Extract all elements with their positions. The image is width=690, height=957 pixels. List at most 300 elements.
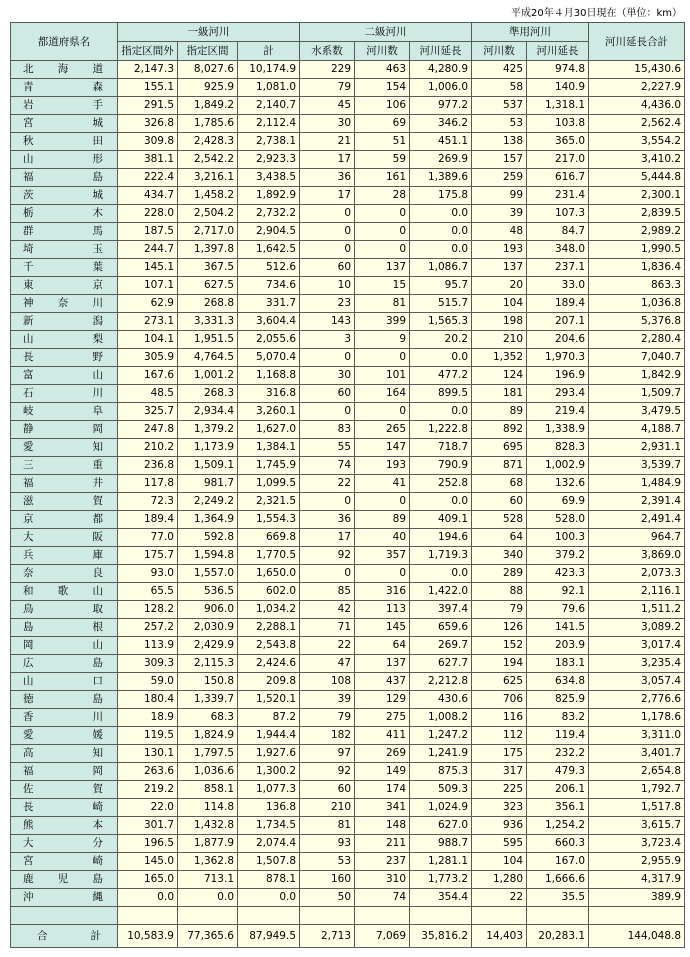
- table-cell: 10,174.9: [238, 61, 300, 79]
- table-cell: 1,081.0: [238, 79, 300, 97]
- prefecture-name: 山梨: [11, 331, 118, 349]
- table-cell: 65.5: [118, 583, 178, 601]
- prefecture-name: 島根: [11, 619, 118, 637]
- table-row: [11, 547, 685, 565]
- table-cell: 99: [472, 187, 527, 205]
- table-cell: 1,770.5: [238, 547, 300, 565]
- river-length-table: [10, 22, 685, 948]
- table-cell: 2,904.5: [238, 223, 300, 241]
- table-row: [11, 529, 685, 547]
- table-row: [11, 385, 685, 403]
- table-cell: 2,934.4: [178, 403, 238, 421]
- table-cell: 411: [355, 727, 410, 745]
- table-cell: 348.0: [527, 241, 589, 259]
- table-cell: 222.4: [118, 169, 178, 187]
- table-row: [11, 583, 685, 601]
- table-cell: 1,792.7: [589, 781, 685, 799]
- table-cell: 1,422.0: [410, 583, 472, 601]
- table-cell: 2,428.3: [178, 133, 238, 151]
- table-cell: 20: [472, 277, 527, 295]
- prefecture-name: 長崎: [11, 799, 118, 817]
- prefecture-name: 奈良: [11, 565, 118, 583]
- table-cell: 210.2: [118, 439, 178, 457]
- table-cell: 1,509.7: [589, 385, 685, 403]
- table-cell: 1,554.3: [238, 511, 300, 529]
- table-cell: 627.0: [410, 817, 472, 835]
- table-cell: 2,249.2: [178, 493, 238, 511]
- table-cell: 1,642.5: [238, 241, 300, 259]
- table-cell: 175.7: [118, 547, 178, 565]
- table-cell: 2,055.6: [238, 331, 300, 349]
- table-cell: 695: [472, 439, 527, 457]
- table-cell: 167.0: [527, 853, 589, 871]
- table-cell: 180.4: [118, 691, 178, 709]
- table-cell: 269.7: [410, 637, 472, 655]
- table-cell: 1,300.2: [238, 763, 300, 781]
- table-cell: 878.1: [238, 871, 300, 889]
- table-cell: 0: [355, 403, 410, 421]
- prefecture-name: 神奈川: [11, 295, 118, 313]
- blank-row: [11, 907, 685, 925]
- table-cell: 71: [300, 619, 355, 637]
- prefecture-name: 群馬: [11, 223, 118, 241]
- table-cell: 211: [355, 835, 410, 853]
- table-cell: 0: [355, 493, 410, 511]
- prefecture-name: 秋田: [11, 133, 118, 151]
- table-cell: 130.1: [118, 745, 178, 763]
- table-cell: 167.6: [118, 367, 178, 385]
- table-cell: 1,557.0: [178, 565, 238, 583]
- table-cell: 367.5: [178, 259, 238, 277]
- table-cell: 2,140.7: [238, 97, 300, 115]
- table-cell: [527, 907, 589, 925]
- table-cell: 92.1: [527, 583, 589, 601]
- table-cell: 0: [355, 349, 410, 367]
- table-cell: 451.1: [410, 133, 472, 151]
- table-cell: 145.1: [118, 259, 178, 277]
- table-cell: 1,650.0: [238, 565, 300, 583]
- prefecture-name: 北海道: [11, 61, 118, 79]
- table-cell: 863.3: [589, 277, 685, 295]
- table-cell: 3,869.0: [589, 547, 685, 565]
- table-cell: 119.5: [118, 727, 178, 745]
- table-cell: 30: [300, 367, 355, 385]
- table-cell: 1,892.9: [238, 187, 300, 205]
- table-cell: 64: [355, 637, 410, 655]
- prefecture-name: 京都: [11, 511, 118, 529]
- table-cell: 0: [300, 493, 355, 511]
- prefecture-name: 富山: [11, 367, 118, 385]
- table-cell: 21: [300, 133, 355, 151]
- table-cell: 87.2: [238, 709, 300, 727]
- prefecture-name: 岡山: [11, 637, 118, 655]
- table-cell: 112: [472, 727, 527, 745]
- table-cell: 354.4: [410, 889, 472, 907]
- table-cell: 116: [472, 709, 527, 727]
- table-cell: 1,178.6: [589, 709, 685, 727]
- table-cell: 317: [472, 763, 527, 781]
- table-cell: 616.7: [527, 169, 589, 187]
- table-cell: 974.8: [527, 61, 589, 79]
- table-cell: 154: [355, 79, 410, 97]
- table-cell: 718.7: [410, 439, 472, 457]
- table-cell: 1,824.9: [178, 727, 238, 745]
- table-cell: 257.2: [118, 619, 178, 637]
- table-cell: 1,773.2: [410, 871, 472, 889]
- prefecture-name: 長野: [11, 349, 118, 367]
- table-cell: [118, 907, 178, 925]
- table-cell: 3,479.5: [589, 403, 685, 421]
- table-cell: 790.9: [410, 457, 472, 475]
- table-cell: 925.9: [178, 79, 238, 97]
- table-cell: 33.0: [527, 277, 589, 295]
- table-cell: 104: [472, 295, 527, 313]
- prefecture-name: 新潟: [11, 313, 118, 331]
- table-cell: 399: [355, 313, 410, 331]
- table-cell: 152: [472, 637, 527, 655]
- prefecture-name: 沖縄: [11, 889, 118, 907]
- table-row: [11, 817, 685, 835]
- table-row: [11, 691, 685, 709]
- table-cell: 331.7: [238, 295, 300, 313]
- table-cell: 3,331.3: [178, 313, 238, 331]
- table-cell: 437: [355, 673, 410, 691]
- prefecture-name: 愛知: [11, 439, 118, 457]
- table-cell: 4,280.9: [410, 61, 472, 79]
- table-cell: 117.8: [118, 475, 178, 493]
- table-row: [11, 673, 685, 691]
- table-cell: 1,036.6: [178, 763, 238, 781]
- table-cell: 1,745.9: [238, 457, 300, 475]
- table-cell: 189.4: [527, 295, 589, 313]
- table-cell: 409.1: [410, 511, 472, 529]
- prefecture-name: 栃木: [11, 205, 118, 223]
- table-cell: 1,849.2: [178, 97, 238, 115]
- table-cell: 237: [355, 853, 410, 871]
- table-cell: 145: [355, 619, 410, 637]
- table-cell: 1,511.2: [589, 601, 685, 619]
- table-row: [11, 619, 685, 637]
- table-cell: 92: [300, 763, 355, 781]
- prefecture-name: 鳥取: [11, 601, 118, 619]
- table-cell: 2,280.4: [589, 331, 685, 349]
- table-cell: 309.8: [118, 133, 178, 151]
- table-row: [11, 115, 685, 133]
- table-cell: 379.2: [527, 547, 589, 565]
- table-cell: 310: [355, 871, 410, 889]
- table-cell: 389.9: [589, 889, 685, 907]
- table-cell: 79.6: [527, 601, 589, 619]
- table-cell: 18.9: [118, 709, 178, 727]
- table-cell: 2,931.1: [589, 439, 685, 457]
- table-cell: 137: [355, 259, 410, 277]
- river-length-report: [10, 6, 684, 948]
- prefecture-name: 大分: [11, 835, 118, 853]
- table-cell: [355, 907, 410, 925]
- table-cell: 77,365.6: [178, 925, 238, 948]
- table-cell: 228.0: [118, 205, 178, 223]
- table-cell: 1,168.8: [238, 367, 300, 385]
- table-cell: 595: [472, 835, 527, 853]
- table-cell: 36: [300, 511, 355, 529]
- table-cell: 1,397.8: [178, 241, 238, 259]
- prefecture-name: 鹿児島: [11, 871, 118, 889]
- table-cell: 3,539.7: [589, 457, 685, 475]
- prefecture-name: 山口: [11, 673, 118, 691]
- table-row: [11, 151, 685, 169]
- table-cell: 2,654.8: [589, 763, 685, 781]
- table-row: [11, 493, 685, 511]
- table-cell: 10,583.9: [118, 925, 178, 948]
- table-row: [11, 889, 685, 907]
- table-cell: 828.3: [527, 439, 589, 457]
- prefecture-name: 福島: [11, 169, 118, 187]
- table-cell: 1,384.1: [238, 439, 300, 457]
- table-cell: 1,362.8: [178, 853, 238, 871]
- table-cell: 164: [355, 385, 410, 403]
- table-cell: 3: [300, 331, 355, 349]
- table-cell: 155.1: [118, 79, 178, 97]
- table-cell: 150.8: [178, 673, 238, 691]
- table-cell: 174: [355, 781, 410, 799]
- table-row: [11, 637, 685, 655]
- table-cell: [472, 907, 527, 925]
- table-cell: 537: [472, 97, 527, 115]
- table-cell: 326.8: [118, 115, 178, 133]
- table-cell: 706: [472, 691, 527, 709]
- table-cell: 60: [300, 259, 355, 277]
- table-cell: 259: [472, 169, 527, 187]
- table-cell: 713.1: [178, 871, 238, 889]
- table-cell: 74: [300, 457, 355, 475]
- prefecture-name: 三重: [11, 457, 118, 475]
- prefecture-name: 佐賀: [11, 781, 118, 799]
- table-cell: 145.0: [118, 853, 178, 871]
- table-cell: 7,069: [355, 925, 410, 948]
- table-row: [11, 97, 685, 115]
- table-cell: 1,001.2: [178, 367, 238, 385]
- table-cell: 2,300.1: [589, 187, 685, 205]
- class1-header: 一級河川: [118, 23, 300, 42]
- table-cell: 89: [355, 511, 410, 529]
- prefecture-name: 兵庫: [11, 547, 118, 565]
- prefecture-name: 宮崎: [11, 853, 118, 871]
- table-cell: 140.9: [527, 79, 589, 97]
- table-cell: 1,034.2: [238, 601, 300, 619]
- table-cell: 269: [355, 745, 410, 763]
- table-cell: 2,391.4: [589, 493, 685, 511]
- table-cell: 1,927.6: [238, 745, 300, 763]
- table-cell: 1,944.4: [238, 727, 300, 745]
- table-cell: 2,074.4: [238, 835, 300, 853]
- table-cell: 1,086.7: [410, 259, 472, 277]
- quasi-length-header: 河川延長: [527, 42, 589, 61]
- table-cell: 1,389.6: [410, 169, 472, 187]
- table-cell: 59.0: [118, 673, 178, 691]
- table-cell: 193: [472, 241, 527, 259]
- table-cell: 341: [355, 799, 410, 817]
- table-cell: 53: [472, 115, 527, 133]
- table-cell: 1,247.2: [410, 727, 472, 745]
- table-cell: 59: [355, 151, 410, 169]
- table-cell: 825.9: [527, 691, 589, 709]
- table-cell: 0.0: [410, 565, 472, 583]
- table-row: [11, 745, 685, 763]
- table-cell: 1,666.6: [527, 871, 589, 889]
- table-cell: 1,565.3: [410, 313, 472, 331]
- table-cell: 977.2: [410, 97, 472, 115]
- table-cell: 8,027.6: [178, 61, 238, 79]
- table-cell: 95.7: [410, 277, 472, 295]
- table-cell: 9: [355, 331, 410, 349]
- table-cell: 381.1: [118, 151, 178, 169]
- table-cell: 106: [355, 97, 410, 115]
- table-cell: 68: [472, 475, 527, 493]
- table-cell: 108: [300, 673, 355, 691]
- table-cell: 39: [300, 691, 355, 709]
- table-cell: 1,241.9: [410, 745, 472, 763]
- prefecture-name: 山形: [11, 151, 118, 169]
- table-cell: 2,321.5: [238, 493, 300, 511]
- table-row: [11, 511, 685, 529]
- table-row: [11, 295, 685, 313]
- table-cell: 301.7: [118, 817, 178, 835]
- table-cell: 198: [472, 313, 527, 331]
- table-cell: 50: [300, 889, 355, 907]
- class2-header: 二級河川: [300, 23, 472, 42]
- table-cell: 165.0: [118, 871, 178, 889]
- table-cell: 430.6: [410, 691, 472, 709]
- table-cell: [238, 907, 300, 925]
- table-cell: 0: [300, 241, 355, 259]
- table-cell: 144,048.8: [589, 925, 685, 948]
- table-cell: 85: [300, 583, 355, 601]
- table-cell: 2,562.4: [589, 115, 685, 133]
- table-cell: 196.9: [527, 367, 589, 385]
- table-cell: 627.5: [178, 277, 238, 295]
- table-cell: 477.2: [410, 367, 472, 385]
- table-cell: 425: [472, 61, 527, 79]
- table-cell: 119.4: [527, 727, 589, 745]
- table-cell: 1,484.9: [589, 475, 685, 493]
- table-cell: 1,507.8: [238, 853, 300, 871]
- table-cell: 93: [300, 835, 355, 853]
- table-cell: 356.1: [527, 799, 589, 817]
- table-cell: 3,615.7: [589, 817, 685, 835]
- prefecture-name: 高知: [11, 745, 118, 763]
- table-cell: 129: [355, 691, 410, 709]
- table-cell: 2,212.8: [410, 673, 472, 691]
- table-cell: 23: [300, 295, 355, 313]
- table-cell: 107.1: [118, 277, 178, 295]
- table-cell: 225: [472, 781, 527, 799]
- table-cell: 2,288.1: [238, 619, 300, 637]
- table-cell: 2,776.6: [589, 691, 685, 709]
- table-cell: 2,147.3: [118, 61, 178, 79]
- table-cell: 3,235.4: [589, 655, 685, 673]
- table-cell: 126: [472, 619, 527, 637]
- table-cell: 2,112.4: [238, 115, 300, 133]
- table-cell: 103.8: [527, 115, 589, 133]
- table-cell: 206.1: [527, 781, 589, 799]
- table-cell: 634.8: [527, 673, 589, 691]
- table-cell: 1,842.9: [589, 367, 685, 385]
- table-cell: 2,989.2: [589, 223, 685, 241]
- table-cell: 273.1: [118, 313, 178, 331]
- table-cell: 62.9: [118, 295, 178, 313]
- table-cell: 5,376.8: [589, 313, 685, 331]
- table-cell: 204.6: [527, 331, 589, 349]
- table-cell: 232.2: [527, 745, 589, 763]
- table-cell: 625: [472, 673, 527, 691]
- prefecture-name: 茨城: [11, 187, 118, 205]
- table-cell: 113.9: [118, 637, 178, 655]
- table-cell: 627.7: [410, 655, 472, 673]
- table-cell: 0.0: [410, 241, 472, 259]
- table-cell: 209.8: [238, 673, 300, 691]
- table-cell: 1,364.9: [178, 511, 238, 529]
- table-cell: 147: [355, 439, 410, 457]
- table-cell: 20.2: [410, 331, 472, 349]
- table-cell: 4,436.0: [589, 97, 685, 115]
- table-cell: 237.1: [527, 259, 589, 277]
- table-cell: 899.5: [410, 385, 472, 403]
- prefecture-name: 岐阜: [11, 403, 118, 421]
- table-cell: 0.0: [118, 889, 178, 907]
- table-cell: 53: [300, 853, 355, 871]
- table-cell: 1,877.9: [178, 835, 238, 853]
- table-row: [11, 187, 685, 205]
- table-cell: 175.8: [410, 187, 472, 205]
- table-row: [11, 349, 685, 367]
- table-cell: 22: [472, 889, 527, 907]
- table-cell: 2,542.2: [178, 151, 238, 169]
- table-cell: 1,318.1: [527, 97, 589, 115]
- table-cell: 2,073.3: [589, 565, 685, 583]
- table-cell: 263.6: [118, 763, 178, 781]
- table-cell: 219.4: [527, 403, 589, 421]
- table-row: [11, 241, 685, 259]
- table-cell: 1,008.2: [410, 709, 472, 727]
- table-cell: 2,030.9: [178, 619, 238, 637]
- table-cell: 72.3: [118, 493, 178, 511]
- table-cell: 1,173.9: [178, 439, 238, 457]
- table-cell: 660.3: [527, 835, 589, 853]
- table-cell: 17: [300, 529, 355, 547]
- table-cell: [589, 907, 685, 925]
- table-cell: 143: [300, 313, 355, 331]
- table-cell: 528: [472, 511, 527, 529]
- table-cell: 114.8: [178, 799, 238, 817]
- table-cell: 45: [300, 97, 355, 115]
- table-cell: 3,216.1: [178, 169, 238, 187]
- table-cell: 124: [472, 367, 527, 385]
- table-cell: 83: [300, 421, 355, 439]
- table-cell: 0.0: [410, 493, 472, 511]
- table-cell: 1,734.5: [238, 817, 300, 835]
- table-cell: 137: [472, 259, 527, 277]
- table-cell: 1,254.2: [527, 817, 589, 835]
- table-cell: 1,970.3: [527, 349, 589, 367]
- table-cell: 0: [300, 349, 355, 367]
- table-cell: 48.5: [118, 385, 178, 403]
- header-row-1: [11, 23, 685, 42]
- table-cell: 3,017.4: [589, 637, 685, 655]
- table-cell: 309.3: [118, 655, 178, 673]
- table-cell: 1,520.1: [238, 691, 300, 709]
- table-cell: 35.5: [527, 889, 589, 907]
- table-cell: 0: [300, 403, 355, 421]
